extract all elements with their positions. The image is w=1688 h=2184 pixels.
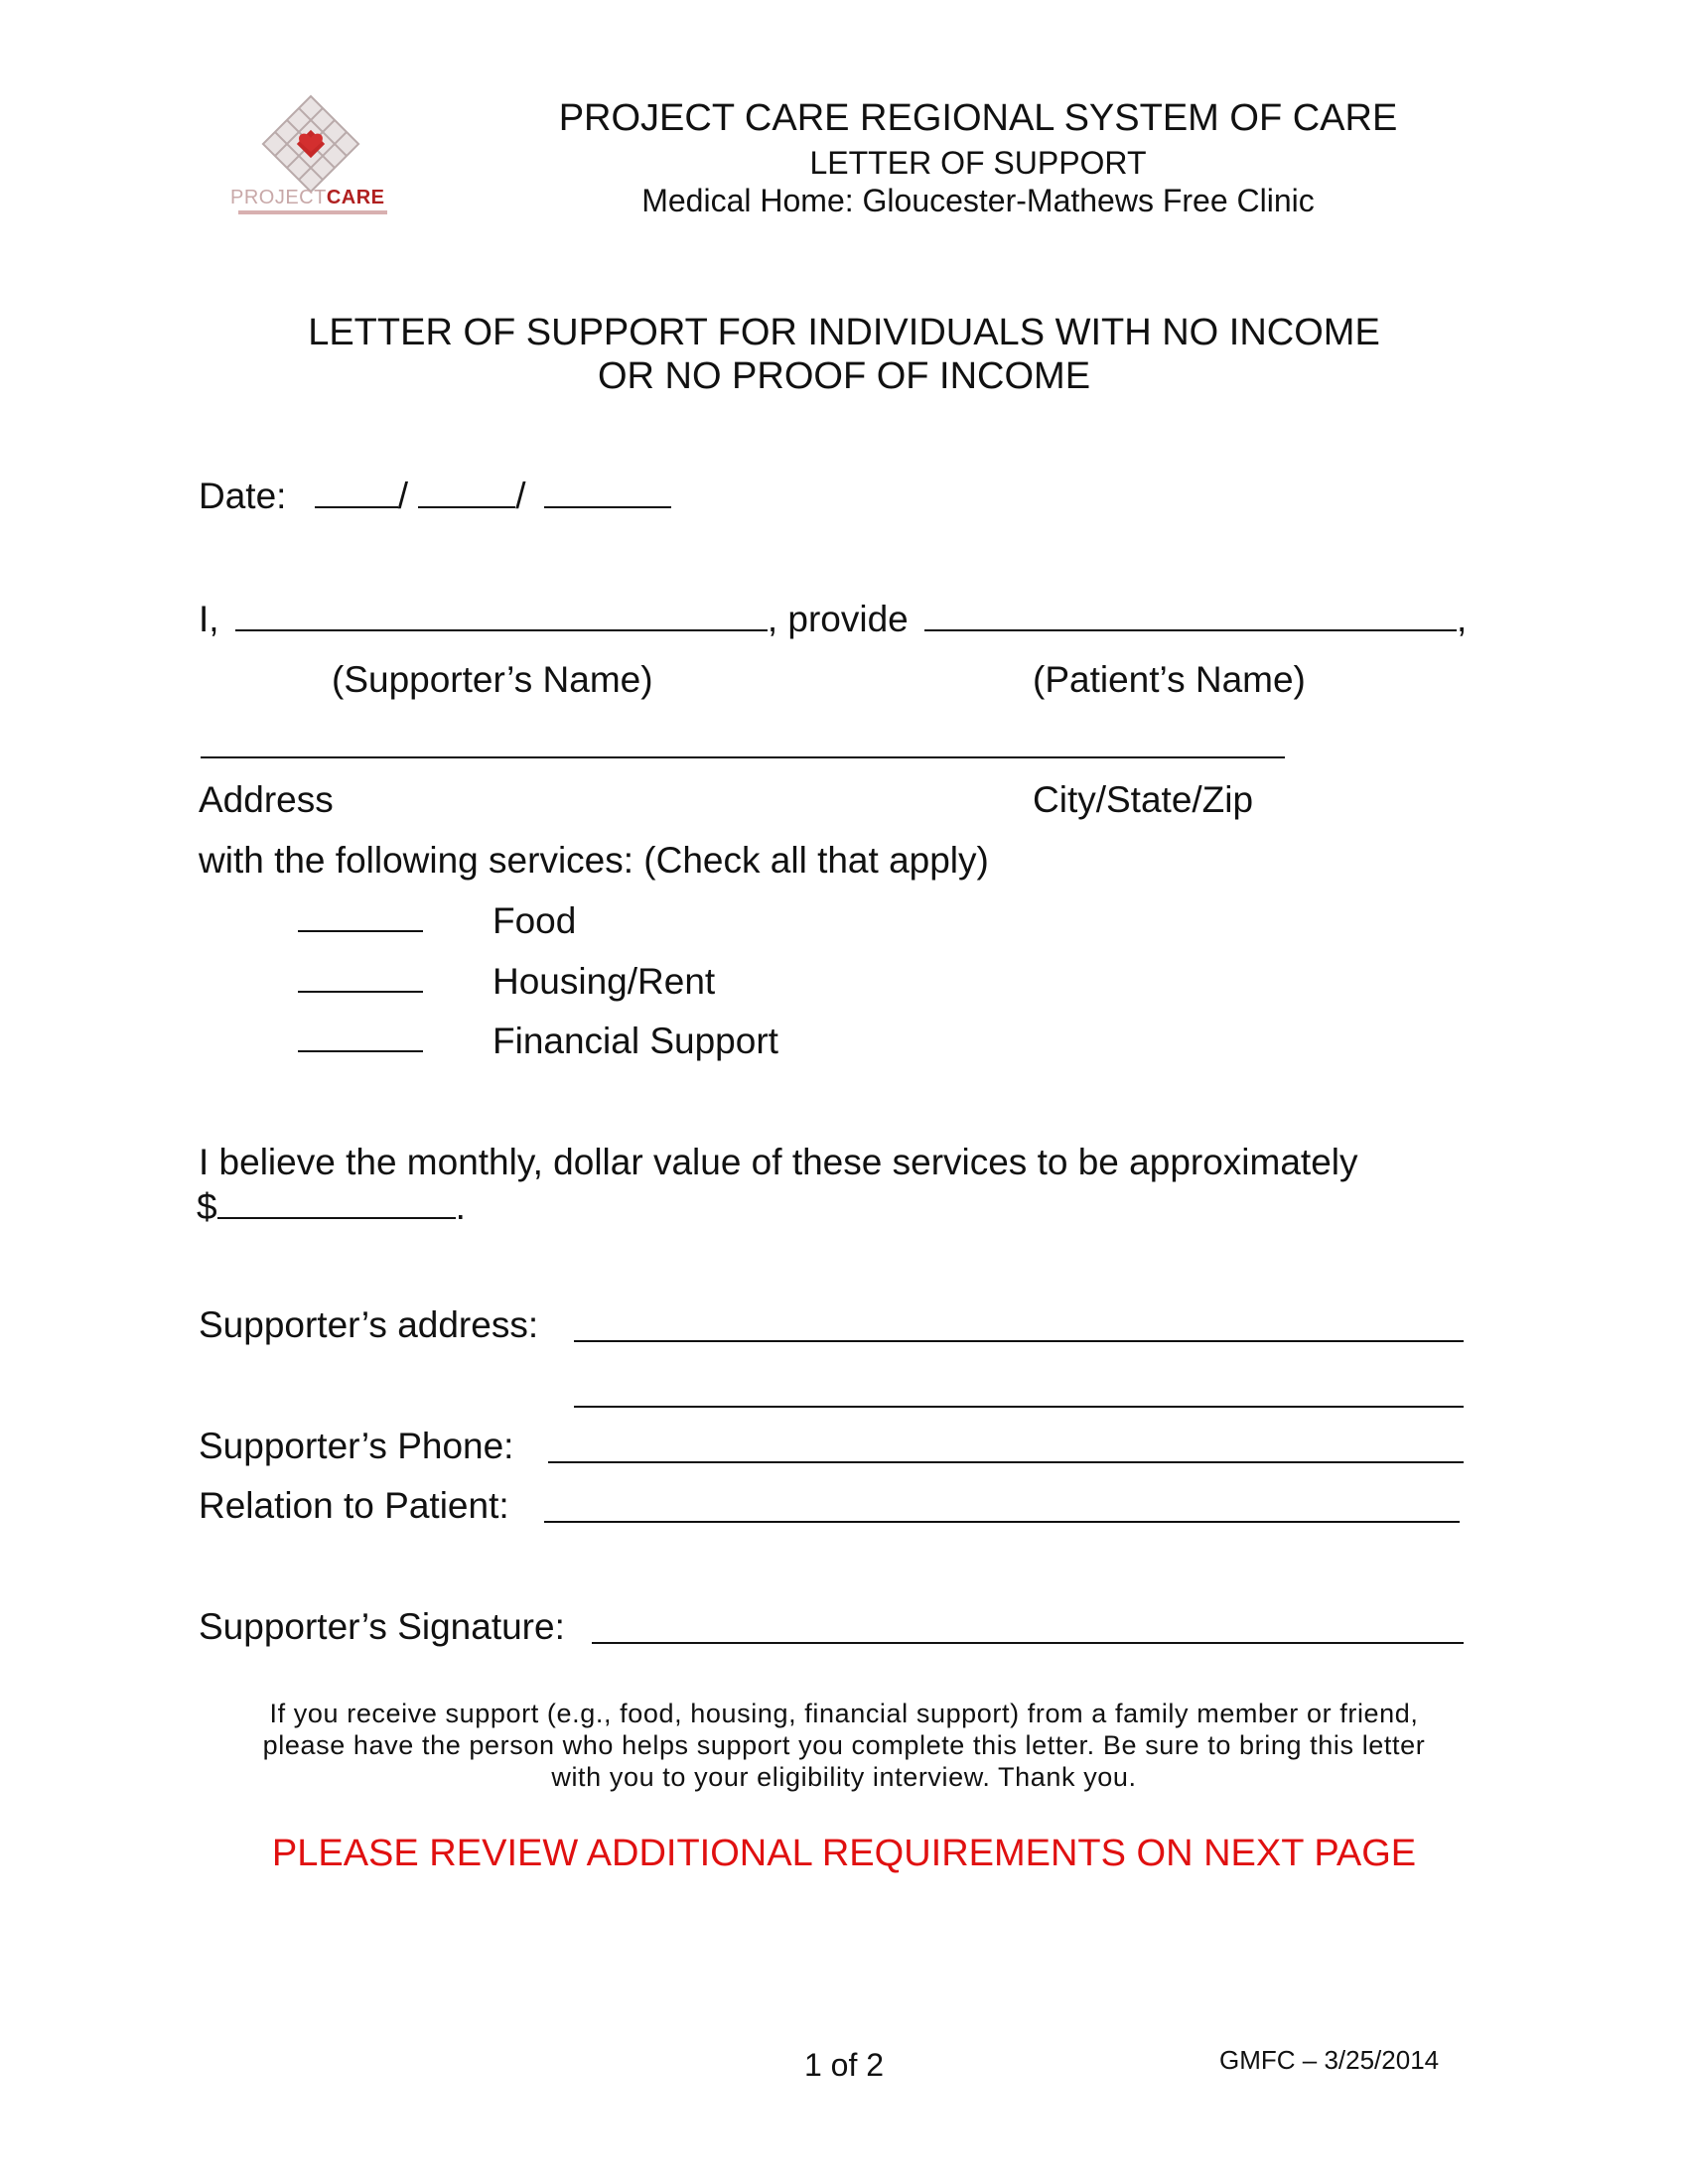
address-label: Address: [199, 779, 334, 820]
date-sep-2: /: [515, 476, 526, 516]
patient-name-hint: (Patient’s Name): [1033, 659, 1306, 700]
date-label: Date:: [199, 476, 287, 516]
supporter-address-field-1[interactable]: [574, 1306, 1464, 1342]
form-code: GMFC – 3/25/2014: [1219, 2045, 1440, 2075]
intro-middle: , provide: [767, 599, 909, 639]
header-doc-type: LETTER OF SUPPORT: [809, 145, 1147, 181]
service-housing-label: Housing/Rent: [492, 961, 716, 1002]
logo-tagline: [238, 210, 387, 214]
intro-suffix: ,: [1457, 599, 1468, 639]
currency-symbol: $: [197, 1186, 217, 1227]
service-housing-checkbox[interactable]: [298, 961, 423, 993]
header-medical-home: Medical Home: Gloucester-Mathews Free Clinic: [641, 183, 1315, 218]
supporter-phone-field[interactable]: [548, 1428, 1464, 1463]
supporter-phone-label: Supporter’s Phone:: [199, 1426, 514, 1466]
supporter-address-label: Supporter’s address:: [199, 1304, 539, 1345]
patient-name-field[interactable]: [924, 598, 1457, 631]
header-org: PROJECT CARE REGIONAL SYSTEM OF CARE: [558, 97, 1398, 139]
supporter-address-field-2[interactable]: [574, 1372, 1464, 1408]
monthly-value-field[interactable]: [217, 1185, 456, 1219]
date-year-field[interactable]: [544, 475, 671, 508]
next-page-alert: PLEASE REVIEW ADDITIONAL REQUIREMENTS ON NEXT PAGE: [271, 1833, 1417, 1874]
signature-label: Supporter’s Signature:: [199, 1606, 565, 1647]
page-number: 1 of 2: [803, 2047, 885, 2083]
service-food-checkbox[interactable]: [298, 900, 423, 932]
date-sep-1: /: [397, 476, 408, 516]
supporter-name-field[interactable]: [235, 598, 768, 631]
service-financial-label: Financial Support: [492, 1021, 778, 1061]
city-state-zip-label: City/State/Zip: [1033, 779, 1254, 820]
logo-wordmark: [230, 187, 385, 209]
logo-text-project: PROJECT: [230, 187, 327, 208]
services-intro: with the following services: (Check all that apply): [199, 840, 989, 881]
relation-field[interactable]: [544, 1487, 1460, 1523]
instructions-line-1: If you receive support (e.g., food, housing, financial support) from a family member or friend,: [269, 1699, 1419, 1728]
date-row: [199, 475, 671, 517]
value-period: .: [455, 1186, 466, 1227]
intro-prefix: I,: [199, 599, 219, 639]
date-month-field[interactable]: [315, 475, 398, 508]
page-title-line2: OR NO PROOF OF INCOME: [597, 355, 1091, 397]
instructions-note: [149, 1698, 1539, 1793]
relation-label: Relation to Patient:: [199, 1485, 509, 1526]
service-financial-checkbox[interactable]: [298, 1021, 423, 1052]
instructions-line-2: please have the person who helps support you complete this letter. Be sure to bring this letter: [262, 1730, 1426, 1760]
page-title-line1: LETTER OF SUPPORT FOR INDIVIDUALS WITH NO INCOME: [308, 312, 1380, 353]
logo-text-care: CARE: [326, 187, 385, 208]
value-row: [197, 1185, 466, 1228]
address-field[interactable]: [201, 756, 1285, 758]
service-food-label: Food: [492, 900, 577, 941]
instructions-line-3: with you to your eligibility interview. Thank you.: [551, 1762, 1137, 1792]
value-sentence: I believe the monthly, dollar value of these services to be approximately: [199, 1142, 1358, 1182]
date-day-field[interactable]: [418, 475, 515, 508]
intro-row: [199, 598, 1467, 640]
supporter-name-hint: (Supporter’s Name): [332, 659, 653, 700]
signature-field[interactable]: [592, 1608, 1464, 1644]
